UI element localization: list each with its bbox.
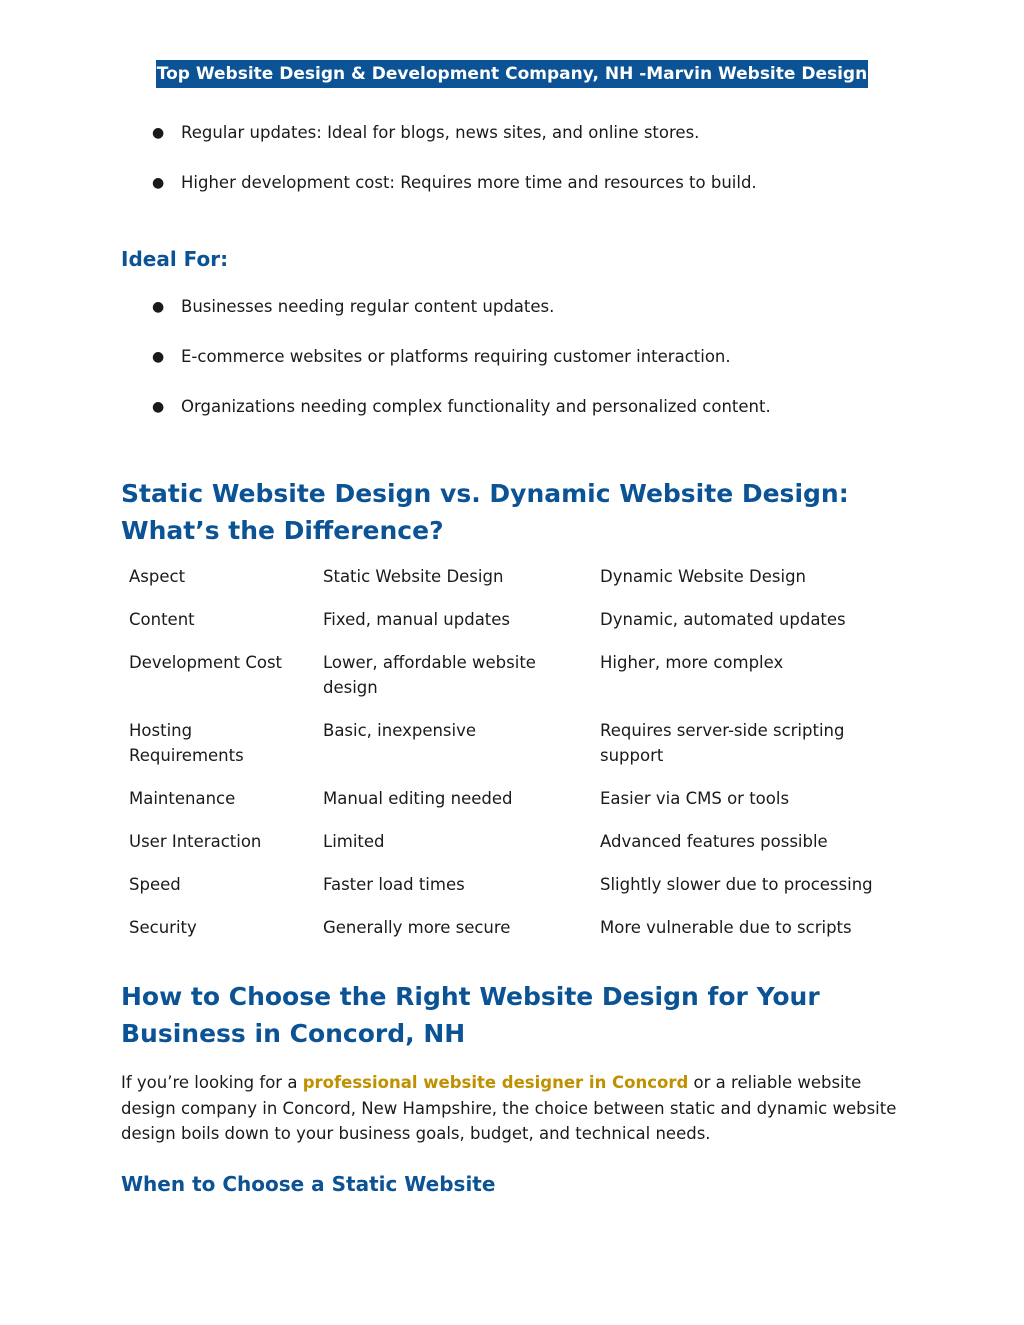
table-header-row <box>121 562 908 605</box>
table-cell: Content <box>129 610 195 629</box>
designer-link[interactable]: professional website designer in Concord <box>302 1073 689 1092</box>
table-cell: Manual editing needed <box>323 789 513 808</box>
list-item: ● Businesses needing regular content updates. <box>152 295 912 345</box>
bullet-icon: ● <box>152 349 165 365</box>
bullet-icon: ● <box>152 399 165 415</box>
features-list <box>152 121 912 221</box>
table-header-cell: Static Website Design <box>323 567 504 586</box>
table-cell: Speed <box>129 875 181 894</box>
table-cell: Slightly slower due to processing <box>600 875 873 894</box>
banner-title: Top Website Design & Development Company, NH -Marvin Website Design <box>156 60 868 88</box>
table-row <box>121 605 908 648</box>
table-cell: Limited <box>323 832 385 851</box>
table-cell: Basic, inexpensive <box>323 721 477 740</box>
table-row <box>121 870 908 913</box>
table-cell: More vulnerable due to scripts <box>600 918 852 937</box>
list-item: ● E-commerce websites or platforms requiring customer interaction. <box>152 345 912 395</box>
table-cell: Development Cost <box>129 653 283 672</box>
table-cell: Maintenance <box>129 789 236 808</box>
table-cell: Lower, affordable website design <box>323 653 536 697</box>
table-row <box>121 827 908 870</box>
table-cell: Faster load times <box>323 875 465 894</box>
bullet-icon: ● <box>152 175 165 191</box>
bullet-icon: ● <box>152 299 165 315</box>
table-cell: Higher, more complex <box>600 653 784 672</box>
choose-paragraph: If you’re looking for a professional website designer in Concord or a reliable website design company in Concord, New Hampshire, the choice between static and dynamic website design boils down to your business goals, budget, and technical needs. <box>121 1073 897 1143</box>
table-cell: Advanced features possible <box>600 832 828 851</box>
table-cell: Hosting Requirements <box>129 721 244 765</box>
table-cell: User Interaction <box>129 832 262 851</box>
table-cell: Dynamic, automated updates <box>600 610 846 629</box>
comparison-heading: Static Website Design vs. Dynamic Website Design: What’s the Difference? <box>121 479 849 545</box>
top-banner <box>0 60 1024 88</box>
ideal-for-heading: Ideal For: <box>121 247 229 271</box>
table-cell: Generally more secure <box>323 918 511 937</box>
comparison-table <box>121 562 908 956</box>
bullet-icon: ● <box>152 125 165 141</box>
choose-heading: How to Choose the Right Website Design for Your Business in Concord, NH <box>121 982 820 1048</box>
static-subheading: When to Choose a Static Website <box>121 1172 496 1196</box>
table-header-cell: Dynamic Website Design <box>600 567 807 586</box>
table-row <box>121 784 908 827</box>
ideal-for-list <box>152 295 912 445</box>
table-row <box>121 648 908 716</box>
table-cell: Security <box>129 918 197 937</box>
table-cell: Easier via CMS or tools <box>600 789 790 808</box>
table-cell: Requires server-side scripting support <box>600 721 845 765</box>
table-row <box>121 716 908 784</box>
list-item: ● Regular updates: Ideal for blogs, news sites, and online stores. <box>152 121 912 171</box>
list-item: ● Higher development cost: Requires more time and resources to build. <box>152 171 912 221</box>
list-item: ● Organizations needing complex functionality and personalized content. <box>152 395 912 445</box>
table-row <box>121 913 908 956</box>
table-cell: Fixed, manual updates <box>323 610 511 629</box>
table-header-cell: Aspect <box>129 567 186 586</box>
